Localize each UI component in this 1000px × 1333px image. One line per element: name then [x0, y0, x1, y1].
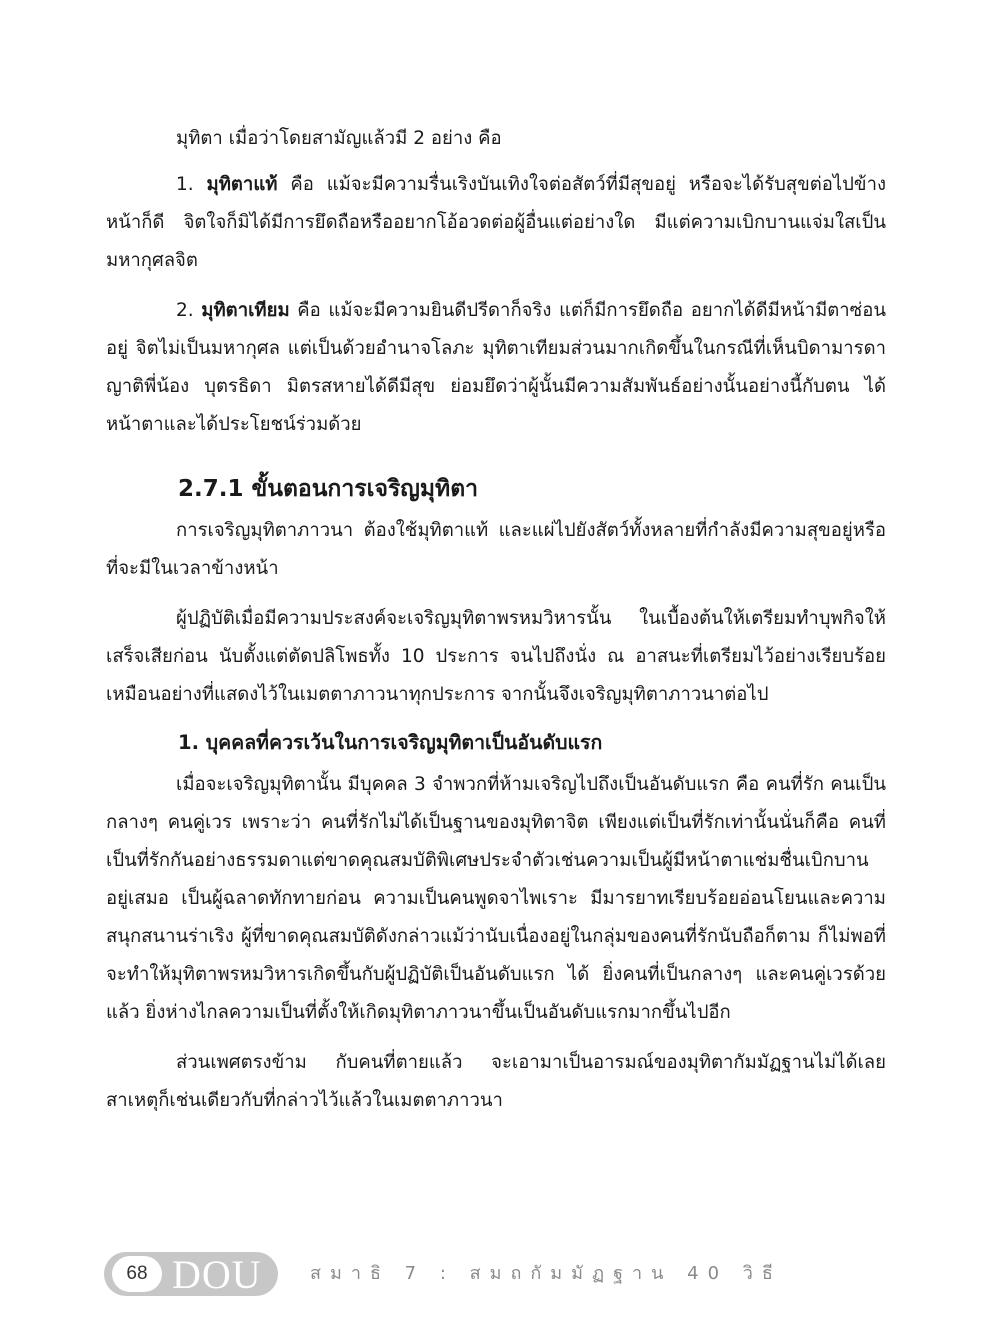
paragraph-4: ส่วนเพศตรงข้าม กับคนที่ตายแล้ว จะเอามาเป็นอารมณ์ของมุทิตากัมมัฏฐานไม่ได้เลย สาเหตุก็เช่นเดียวกับที่กล่าวไว้แล้วในเมตตาภาวนา: [106, 1052, 886, 1111]
item-2-text: คือ แม้จะมีความยินดีปรีดาก็จริง แต่ก็มีการยึดถือ อยากได้ดีมีหน้ามีตาซ่อนอยู่ จิตไม่เป็นมหากุศล แต่เป็นด้วยอำนาจโลภะ มุทิตาเทียมส่วนมากเกิดขึ้นในกรณีที่เห็นบิดามารดา ญาติพี่น้อง บุตรธิดา มิตรสหายได้ดีมีสุข ย่อมยึดว่าผู้นั้นมีความสัมพันธ์อย่างนั้นอย่างนี้กับตน ได้หน้าตาและได้ประโยชน์ร่วมด้วย: [106, 300, 886, 435]
paragraph-3: เมื่อจะเจริญมุทิตานั้น มีบุคคล 3 จำพวกที่ห้ามเจริญไปถึงเป็นอันดับแรก คือ คนที่รัก คนเป็นกลางๆ คนคู่เวร เพราะว่า คนที่รักไม่ได้เป็นฐานของมุทิตาจิต เพียงแต่เป็นที่รักเท่านั้นนั่นก็คือ คนที่เป็นที่รักกันอย่างธรรมดาแต่ขาดคุณสมบัติพิเศษประจำตัวเช่นความเป็นผู้มีหน้าตาแช่มชื่นเบิกบานอยู่เสมอ เป็นผู้ฉลาดทักทายก่อน ความเป็นคนพูดจาไพเราะ มีมารยาทเรียบร้อยอ่อนโยนและความสนุกสนานร่าเริง ผู้ที่ขาดคุณสมบัติดังกล่าวแม้ว่านับเนื่องอยู่ในกลุ่มของคนที่รักนับถือก็ตาม ก็ไม่พอที่จะทำให้มุทิตาพรหมวิหารเกิดขึ้นกับผู้ปฏิบัติเป็นอันดับแรก ได้ ยิ่งคนที่เป็นกลางๆ และคนคู่เวรด้วยแล้ว ยิ่งห่างไกลความเป็นที่ตั้งให้เกิดมุทิตาภาวนาขึ้นเป็นอันดับแรกมากขึ้นไปอีก: [106, 774, 886, 1023]
item-1-text: คือ แม้จะมีความรื่นเริงบันเทิงใจต่อสัตว์ที่มีสุขอยู่ หรือจะได้รับสุขต่อไปข้างหน้าก็ดี จิตใจก็มิได้มีการยึดถือหรืออยากโอ้อวดต่อผู้อื่นแต่อย่างใด มีแต่ความเบิกบานแจ่มใสเป็นมหากุศลจิต: [106, 174, 886, 271]
item-1-number: 1.: [176, 174, 207, 195]
item-2-term: มุทิตาเทียม: [201, 300, 290, 321]
page-body: [106, 120, 886, 1120]
page-number: 68: [112, 1256, 162, 1292]
footer-badge: [104, 1252, 278, 1296]
item-2-number: 2.: [176, 300, 202, 321]
dou-logo: DOU: [172, 1252, 262, 1297]
item-2-paragraph: [106, 292, 886, 444]
item-1-paragraph: [106, 166, 886, 280]
page-footer: [104, 1252, 782, 1297]
section-heading: 2.7.1 ขั้นตอนการเจริญมุทิตา: [178, 476, 479, 502]
item-1-term: มุทิตาแท้: [206, 174, 278, 195]
subheading: 1. บุคคลที่ควรเว้นในการเจริญมุทิตาเป็นอันดับแรก: [178, 731, 603, 754]
paragraph-2: ผู้ปฏิบัติเมื่อมีความประสงค์จะเจริญมุทิตาพรหมวิหารนั้น ในเบื้องต้นให้เตรียมทำบุพกิจให้เสร็จเสียก่อน นับตั้งแต่ตัดปลิโพธทั้ง 10 ประการ จนไปถึงนั่ง ณ อาสนะที่เตรียมไว้อย่างเรียบร้อย เหมือนอย่างที่แสดงไว้ในเมตตาภาวนาทุกประการ จากนั้นจึงเจริญมุทิตาภาวนาต่อไป: [106, 608, 886, 705]
book-title: สมาธิ 7 : สมถกัมมัฏฐาน 40 วิธี: [310, 1263, 782, 1284]
paragraph-1: การเจริญมุทิตาภาวนา ต้องใช้มุทิตาแท้ และแผ่ไปยังสัตว์ทั้งหลายที่กำลังมีความสุขอยู่หรือที่จะมีในเวลาข้างหน้า: [106, 520, 886, 579]
intro-paragraph: มุทิตา เมื่อว่าโดยสามัญแล้วมี 2 อย่าง คือ: [176, 128, 502, 149]
